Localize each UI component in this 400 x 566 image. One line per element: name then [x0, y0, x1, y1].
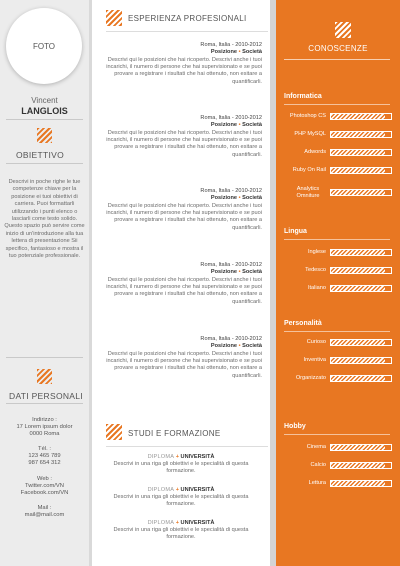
- divider: [6, 357, 83, 358]
- education-heading: [100, 520, 262, 527]
- skill-row: [276, 186, 400, 199]
- skill-label: Analytics Omniture: [296, 186, 320, 199]
- skill-fill: [331, 340, 385, 345]
- skill-label: Adwords: [304, 149, 326, 155]
- personal-data-title: DATI PERSONALI: [9, 391, 83, 401]
- job-company: Società: [242, 269, 262, 275]
- job-company: Società: [242, 343, 262, 349]
- skill-row: [276, 480, 400, 490]
- address-block: [2, 417, 87, 439]
- divider: [284, 59, 390, 60]
- skill-bar: [330, 131, 392, 138]
- education-entry: [100, 520, 262, 541]
- plus-icon: +: [175, 454, 179, 460]
- education-diploma: DIPLOMA: [147, 520, 175, 526]
- job-position: Posizione: [210, 269, 237, 275]
- skill-label: Ruby On Rail: [292, 167, 326, 173]
- address-line2: 0000 Roma: [29, 431, 60, 438]
- web-label: Web :: [36, 476, 53, 482]
- job-date: Roma, Italia - 2010-2012: [200, 115, 262, 121]
- bullet-icon: •: [238, 195, 241, 201]
- address-label: Indirizzo :: [32, 417, 57, 423]
- education-university: UNIVERSITÀ: [180, 454, 215, 460]
- skill-label: Tedesco: [305, 267, 326, 273]
- skill-fill: [331, 445, 385, 450]
- divider: [284, 331, 390, 332]
- web-block: [2, 476, 87, 498]
- skill-bar: [330, 375, 392, 382]
- skill-row: [276, 462, 400, 472]
- profile-photo: [6, 8, 82, 84]
- objective-title: OBIETTIVO: [16, 150, 65, 160]
- skill-fill: [331, 286, 385, 291]
- education-heading: [100, 487, 262, 494]
- skill-row: [276, 131, 400, 141]
- job-entry: [96, 188, 262, 232]
- skill-row: [276, 444, 400, 454]
- job-role: [96, 343, 262, 350]
- job-role: [96, 195, 262, 202]
- skill-fill: [331, 190, 385, 195]
- skill-bar: [330, 462, 392, 469]
- phone-block: [2, 446, 87, 468]
- skill-bar: [330, 339, 392, 346]
- job-date: Roma, Italia - 2010-2012: [200, 188, 262, 194]
- skill-row: [276, 149, 400, 159]
- divider: [6, 119, 83, 120]
- skill-row: [276, 285, 400, 295]
- skill-label: Photoshop CS: [289, 113, 326, 119]
- plus-icon: +: [175, 520, 179, 526]
- job-entry: [96, 42, 262, 86]
- skill-label: Inglese: [307, 249, 326, 255]
- experience-icon: [106, 10, 122, 26]
- job-company: Società: [242, 122, 262, 128]
- skill-label: Inventiva: [303, 357, 326, 363]
- objective-icon: [37, 128, 52, 143]
- job-description: Descrivi qui le posizioni che hai ricoperto. Descrivi anche i tuoi incarichi, il numero di persone che hai supervisionato e se puoi provare a registrare i risultati che hai ottenuto, non esitare a quantificarli.: [106, 130, 262, 158]
- bullet-icon: •: [238, 122, 241, 128]
- skill-label: Cinema: [306, 444, 326, 450]
- skill-fill: [331, 132, 385, 137]
- education-heading: [100, 454, 262, 461]
- left-sidebar: [0, 0, 89, 566]
- mail-block: [2, 505, 87, 519]
- job-description: Descrivi qui le posizioni che hai ricoperto. Descrivi anche i tuoi incarichi, il numero di persone che hai supervisionato e se puoi provare a registrare i risultati che hai ottenuto, non esitare a quantificarli.: [106, 203, 262, 231]
- divider: [284, 434, 390, 435]
- job-description: Descrivi qui le posizioni che hai ricoperto. Descrivi anche i tuoi incarichi, il numero di persone che hai supervisionato e se puoi provare a registrare i risultati che hai ottenuto, non esitare a quantificarli.: [106, 351, 262, 379]
- job-position: Posizione: [210, 195, 237, 201]
- education-diploma: DIPLOMA: [147, 487, 175, 493]
- photo-label: FOTO: [32, 41, 56, 51]
- education-university: UNIVERSITÀ: [180, 487, 215, 493]
- skill-row: [276, 357, 400, 367]
- skill-fill: [331, 150, 385, 155]
- skill-fill: [331, 250, 385, 255]
- job-company: Società: [242, 49, 262, 55]
- skill-label: Lettura: [308, 480, 326, 486]
- mail-label: Mail :: [37, 505, 52, 511]
- job-role: [96, 49, 262, 56]
- objective-text: Descrivi in poche righe le tue competenze chiave per la posizione ei tuoi obiettivi di carriera. Puoi formattarli utilizzando i punti elenco o lasciarli come testo solido. Questo spazio può servire come inizio di un'introduzione alla tua lettera di presentazione Sii specifico, fantasioso e mostra il tuo potenziale professionale.: [4, 179, 85, 260]
- job-role: [96, 269, 262, 276]
- divider: [284, 104, 390, 105]
- job-description: Descrivi qui le posizioni che hai ricoperto. Descrivi anche i tuoi incarichi, il numero di persone che hai supervisionato e se puoi provare a registrare i risultati che hai ottenuto, non esitare a quantificarli.: [106, 57, 262, 85]
- skill-fill: [331, 268, 385, 273]
- skill-label: Curioso: [306, 339, 326, 345]
- divider: [6, 403, 83, 404]
- job-position: Posizione: [210, 122, 237, 128]
- column-divider: [89, 0, 92, 566]
- job-position: Posizione: [210, 343, 237, 349]
- divider: [6, 163, 83, 164]
- bullet-icon: •: [238, 49, 241, 55]
- category-title: Personalità: [284, 320, 322, 327]
- skill-row: [276, 339, 400, 349]
- job-company: Società: [242, 195, 262, 201]
- job-date: Roma, Italia - 2010-2012: [200, 262, 262, 268]
- skill-bar: [330, 149, 392, 156]
- job-entry: [96, 262, 262, 306]
- phone-1: 123 465 789: [28, 453, 61, 460]
- skill-fill: [331, 481, 385, 486]
- mail-link[interactable]: mail@mail.com: [24, 512, 65, 519]
- first-name: Vincent: [31, 96, 58, 105]
- skill-bar: [330, 357, 392, 364]
- skill-fill: [331, 114, 385, 119]
- phone-2: 987 654 312: [28, 460, 61, 467]
- last-name: LANGLOIS: [21, 106, 68, 116]
- skill-row: [276, 113, 400, 123]
- education-title: STUDI E FORMAZIONE: [128, 429, 221, 438]
- skill-label: Organizzato: [295, 375, 326, 381]
- education-description: Descrivi in una riga gli obiettivi e le specialità di questa formazione.: [113, 461, 249, 475]
- divider: [106, 446, 268, 447]
- knowledge-title: CONOSCENZE: [308, 44, 368, 53]
- experience-title: ESPERIENZA PROFESIONALI: [128, 14, 247, 23]
- education-entry: [100, 487, 262, 508]
- divider: [106, 31, 268, 32]
- skill-bar: [330, 480, 392, 487]
- address-line1: 17 Lorem ipsum dolor: [16, 424, 73, 431]
- job-role: [96, 122, 262, 129]
- education-icon: [106, 424, 122, 440]
- job-entry: [96, 336, 262, 380]
- skill-row: [276, 267, 400, 277]
- job-description: Descrivi qui le posizioni che hai ricoperto. Descrivi anche i tuoi incarichi, il numero di persone che hai supervisionato e se puoi provare a registrare i risultati che hai ottenuto, non esitare a quantificarli.: [106, 277, 262, 305]
- bullet-icon: •: [238, 269, 241, 275]
- personal-data-icon: [37, 369, 52, 384]
- knowledge-icon: [335, 22, 351, 38]
- skill-bar: [330, 444, 392, 451]
- skill-fill: [331, 168, 385, 173]
- skill-row: [276, 375, 400, 385]
- skill-fill: [331, 358, 385, 363]
- skill-bar: [330, 113, 392, 120]
- category-title: Informatica: [284, 93, 322, 100]
- education-description: Descrivi in una riga gli obiettivi e le specialità di questa formazione.: [113, 527, 249, 541]
- skill-bar: [330, 167, 392, 174]
- skill-label: Italiano: [307, 285, 326, 291]
- skill-label: PHP MySQL: [294, 131, 326, 137]
- skill-bar: [330, 267, 392, 274]
- divider: [284, 239, 390, 240]
- skill-fill: [331, 463, 385, 468]
- bullet-icon: •: [238, 343, 241, 349]
- job-date: Roma, Italia - 2010-2012: [200, 336, 262, 342]
- education-entry: [100, 454, 262, 475]
- education-diploma: DIPLOMA: [147, 454, 175, 460]
- education-university: UNIVERSITÀ: [180, 520, 215, 526]
- skill-bar: [330, 285, 392, 292]
- phone-label: Tél. :: [38, 446, 51, 452]
- skill-fill: [331, 376, 385, 381]
- job-date: Roma, Italia - 2010-2012: [200, 42, 262, 48]
- skill-row: [276, 249, 400, 259]
- skill-bar: [330, 249, 392, 256]
- web-facebook-link[interactable]: Facebook.com/VN: [20, 490, 69, 497]
- skill-bar: [330, 189, 392, 196]
- skill-row: [276, 167, 400, 177]
- category-title: Hobby: [284, 423, 306, 430]
- education-description: Descrivi in una riga gli obiettivi e le specialità di questa formazione.: [113, 494, 249, 508]
- skill-label: Calcio: [310, 462, 326, 468]
- plus-icon: +: [175, 487, 179, 493]
- category-title: Lingua: [284, 228, 307, 235]
- web-twitter-link[interactable]: Twitter.com/VN: [25, 483, 64, 490]
- job-entry: [96, 115, 262, 159]
- job-position: Posizione: [210, 49, 237, 55]
